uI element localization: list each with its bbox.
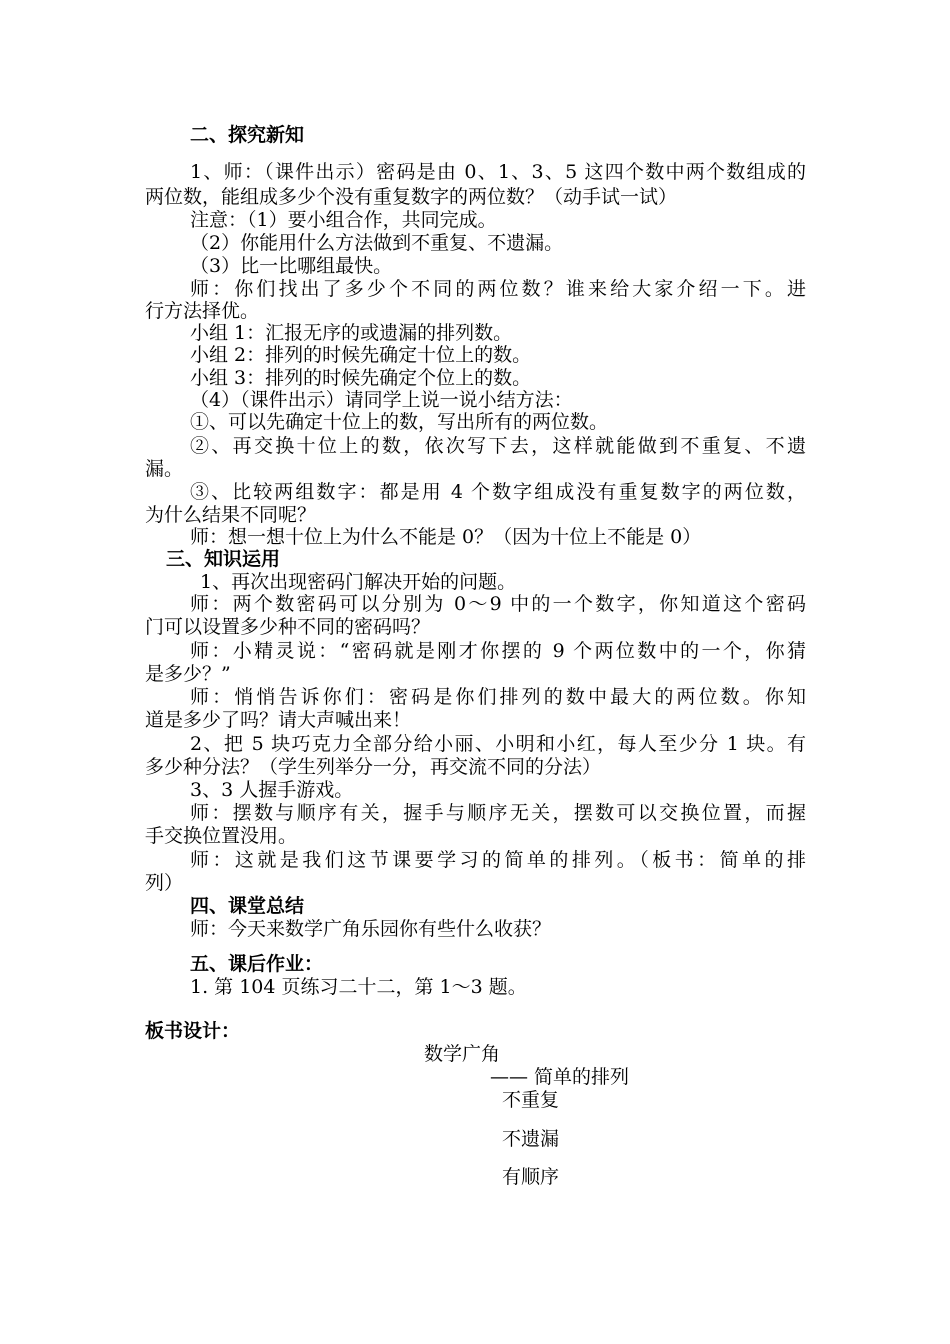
board-item: 不重复 <box>502 1089 560 1111</box>
text-line: ③、比较两组数字：都是用 4 个数字组成没有重复数字的两位数， <box>190 481 806 503</box>
text-line: 师：你们找出了多少个不同的两位数？谁来给大家介绍一下。进 <box>190 278 806 300</box>
text-line: 1、师：（课件出示）密码是由 0、1、3、5 这四个数中两个数组成的 <box>190 161 806 183</box>
text-line: 师：想一想十位上为什么不能是 0？（因为十位上不能是 0） <box>190 526 702 548</box>
text-line: 师：今天来数学广角乐园你有些什么收获？ <box>190 918 552 940</box>
text-line: 注意：（1）要小组合作，共同完成。 <box>190 209 497 231</box>
section-heading-board: 板书设计： <box>145 1020 241 1042</box>
text-line: 1、再次出现密码门解决开始的问题。 <box>200 571 517 593</box>
section-heading-homework: 五、课后作业： <box>190 953 324 975</box>
text-line: 3、3 人握手游戏。 <box>190 779 354 801</box>
text-line: 1. 第 104 页练习二十二，第 1～3 题。 <box>190 976 527 998</box>
text-line: 师：这就是我们这节课要学习的简单的排列。（板书：简单的排 <box>190 849 806 871</box>
text-line: 小组 1：汇报无序的或遗漏的排列数。 <box>190 322 513 344</box>
text-line: 师：小精灵说：“密码就是刚才你摆的 9 个两位数中的一个，你猜 <box>190 640 806 662</box>
text-line: ①、可以先确定十位上的数，写出所有的两位数。 <box>190 411 609 433</box>
text-line: 师：悄悄告诉你们：密码是你们排列的数中最大的两位数。你知 <box>190 686 806 708</box>
board-subtitle: —— 简单的排列 <box>490 1066 630 1088</box>
section-heading-apply: 三、知识运用 <box>166 548 281 570</box>
text-line: 小组 2：排列的时候先确定十位上的数。 <box>190 344 532 366</box>
text-line: 行方法择优。 <box>145 300 260 322</box>
text-line: 漏。 <box>145 458 184 480</box>
text-line: 小组 3：排列的时候先确定个位上的数。 <box>190 367 532 389</box>
board-item: 不遗漏 <box>502 1128 560 1150</box>
text-line: 为什么结果不同呢？ <box>145 504 317 526</box>
board-item: 有顺序 <box>502 1166 560 1188</box>
board-title: 数学广角 <box>424 1043 501 1065</box>
text-line: ②、再交换十位上的数，依次写下去，这样就能做到不重复、不遗 <box>190 435 806 457</box>
text-line: 手交换位置没用。 <box>145 825 298 847</box>
text-line: 2、把 5 块巧克力全部分给小丽、小明和小红，每人至少分 1 块。有 <box>190 733 806 755</box>
text-line: 门可以设置多少种不同的密码吗？ <box>145 616 431 638</box>
section-heading-summary: 四、课堂总结 <box>190 895 305 917</box>
text-line: 两位数，能组成多少个没有重复数字的两位数？（动手试一试） <box>145 186 678 208</box>
text-line: 师：摆数与顺序有关，握手与顺序无关，摆数可以交换位置，而握 <box>190 802 806 824</box>
text-line: 列） <box>145 872 184 894</box>
text-line: 是多少？” <box>145 663 231 685</box>
text-line: （2）你能用什么方法做到不重复、不遗漏。 <box>190 232 564 254</box>
text-line: 道是多少了吗？请大声喊出来！ <box>145 709 412 731</box>
text-line: 多少种分法？（学生列举分一分，再交流不同的分法） <box>145 756 602 778</box>
text-line: （4）（课件出示）请同学上说一说小结方法： <box>190 389 573 411</box>
text-line: 师：两个数密码可以分别为 0～9 中的一个数字，你知道这个密码 <box>190 593 806 615</box>
text-line: （3）比一比哪组最快。 <box>190 255 393 277</box>
section-heading-explore: 二、探究新知 <box>190 124 305 146</box>
